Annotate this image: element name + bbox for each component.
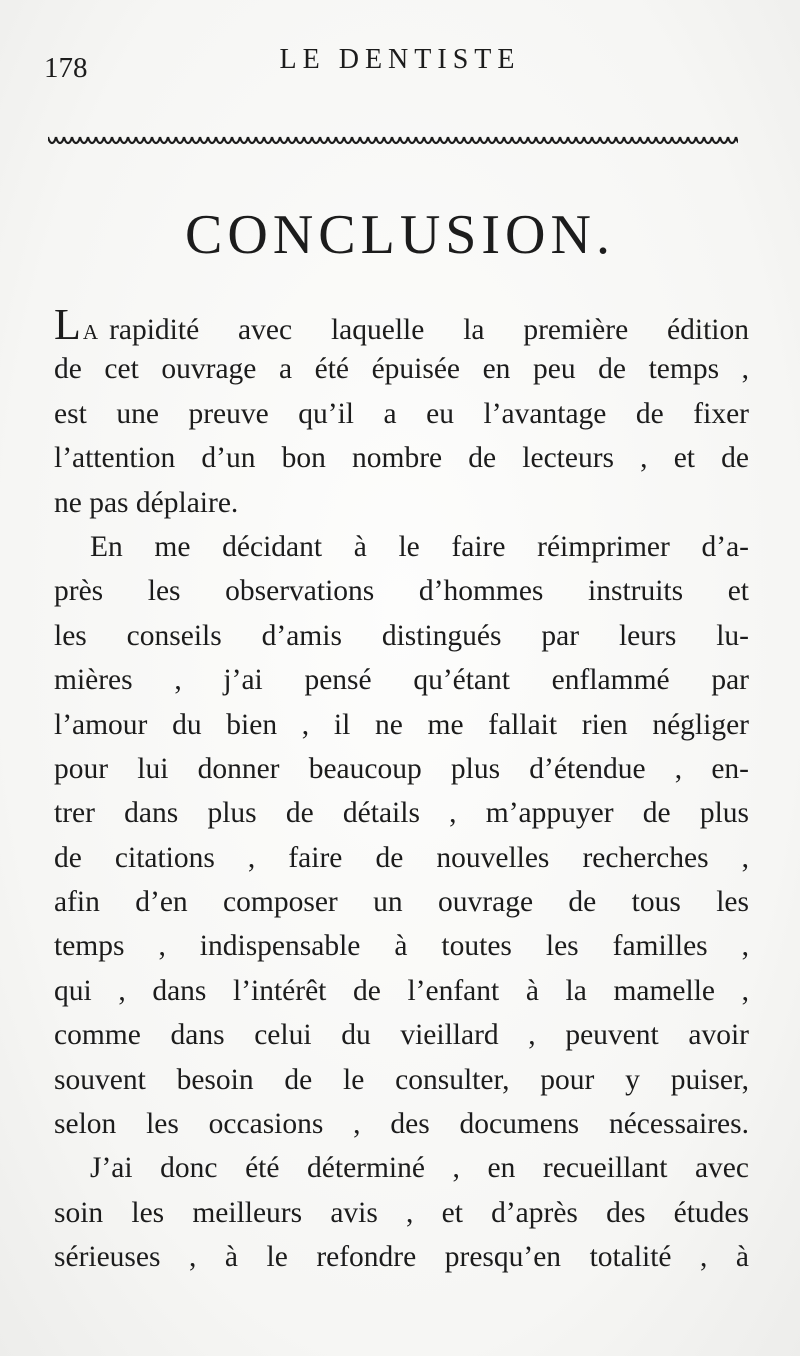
text-line: comme dans celui du vieillard , peuvent avoir: [54, 1019, 749, 1052]
text-line: est une preuve qu’il a eu l’avantage de fixer: [54, 397, 749, 430]
paragraph-1-first-line: [54, 300, 749, 349]
ornamental-rule: [48, 134, 738, 148]
drop-initial: L: [54, 300, 81, 349]
text-line: pour lui donner beaucoup plus d’étendue , en-: [54, 752, 749, 785]
running-head: LE DENTISTE: [279, 44, 521, 75]
text-line: qui , dans l’intérêt de l’enfant à la mamelle ,: [54, 974, 749, 1007]
text-line: ne pas déplaire.: [54, 486, 239, 519]
text-line: l’attention d’un bon nombre de lecteurs , et de: [54, 442, 749, 475]
text-line: l’amour du bien , il ne me fallait rien négliger: [54, 708, 749, 741]
text-line: rapidité avec laquelle la première édition: [109, 314, 749, 346]
text-line: soin les meilleurs avis , et d’après des études: [54, 1196, 749, 1229]
chapter-title: CONCLUSION.: [185, 204, 615, 266]
text-line: de cet ouvrage a été épuisée en peu de temps ,: [54, 353, 749, 386]
text-line: de citations , faire de nouvelles recherches ,: [54, 841, 749, 874]
page-number: 178: [44, 52, 88, 84]
text-line: afin d’en composer un ouvrage de tous les: [54, 886, 749, 919]
text-line: temps , indispensable à toutes les familles ,: [54, 930, 749, 963]
text-line: selon les occasions , des documens nécessaires.: [54, 1108, 749, 1141]
text-line: mières , j’ai pensé qu’étant enflammé par: [54, 664, 749, 697]
text-line: trer dans plus de détails , m’appuyer de plus: [54, 797, 749, 830]
text-line: sérieuses , à le refondre presqu’en totalité , à: [54, 1241, 749, 1274]
text-line: souvent besoin de le consulter, pour y puiser,: [54, 1063, 749, 1096]
body-text: [54, 300, 749, 1280]
text-line: J’ai donc été déterminé , en recueillant avec: [90, 1152, 749, 1185]
text-line: les conseils d’amis distingués par leurs lu-: [54, 619, 749, 652]
text-line: près les observations d’hommes instruits et: [54, 575, 749, 608]
initial-small-caps: A: [82, 320, 100, 344]
text-line: En me décidant à le faire réimprimer d’a-: [90, 530, 749, 563]
